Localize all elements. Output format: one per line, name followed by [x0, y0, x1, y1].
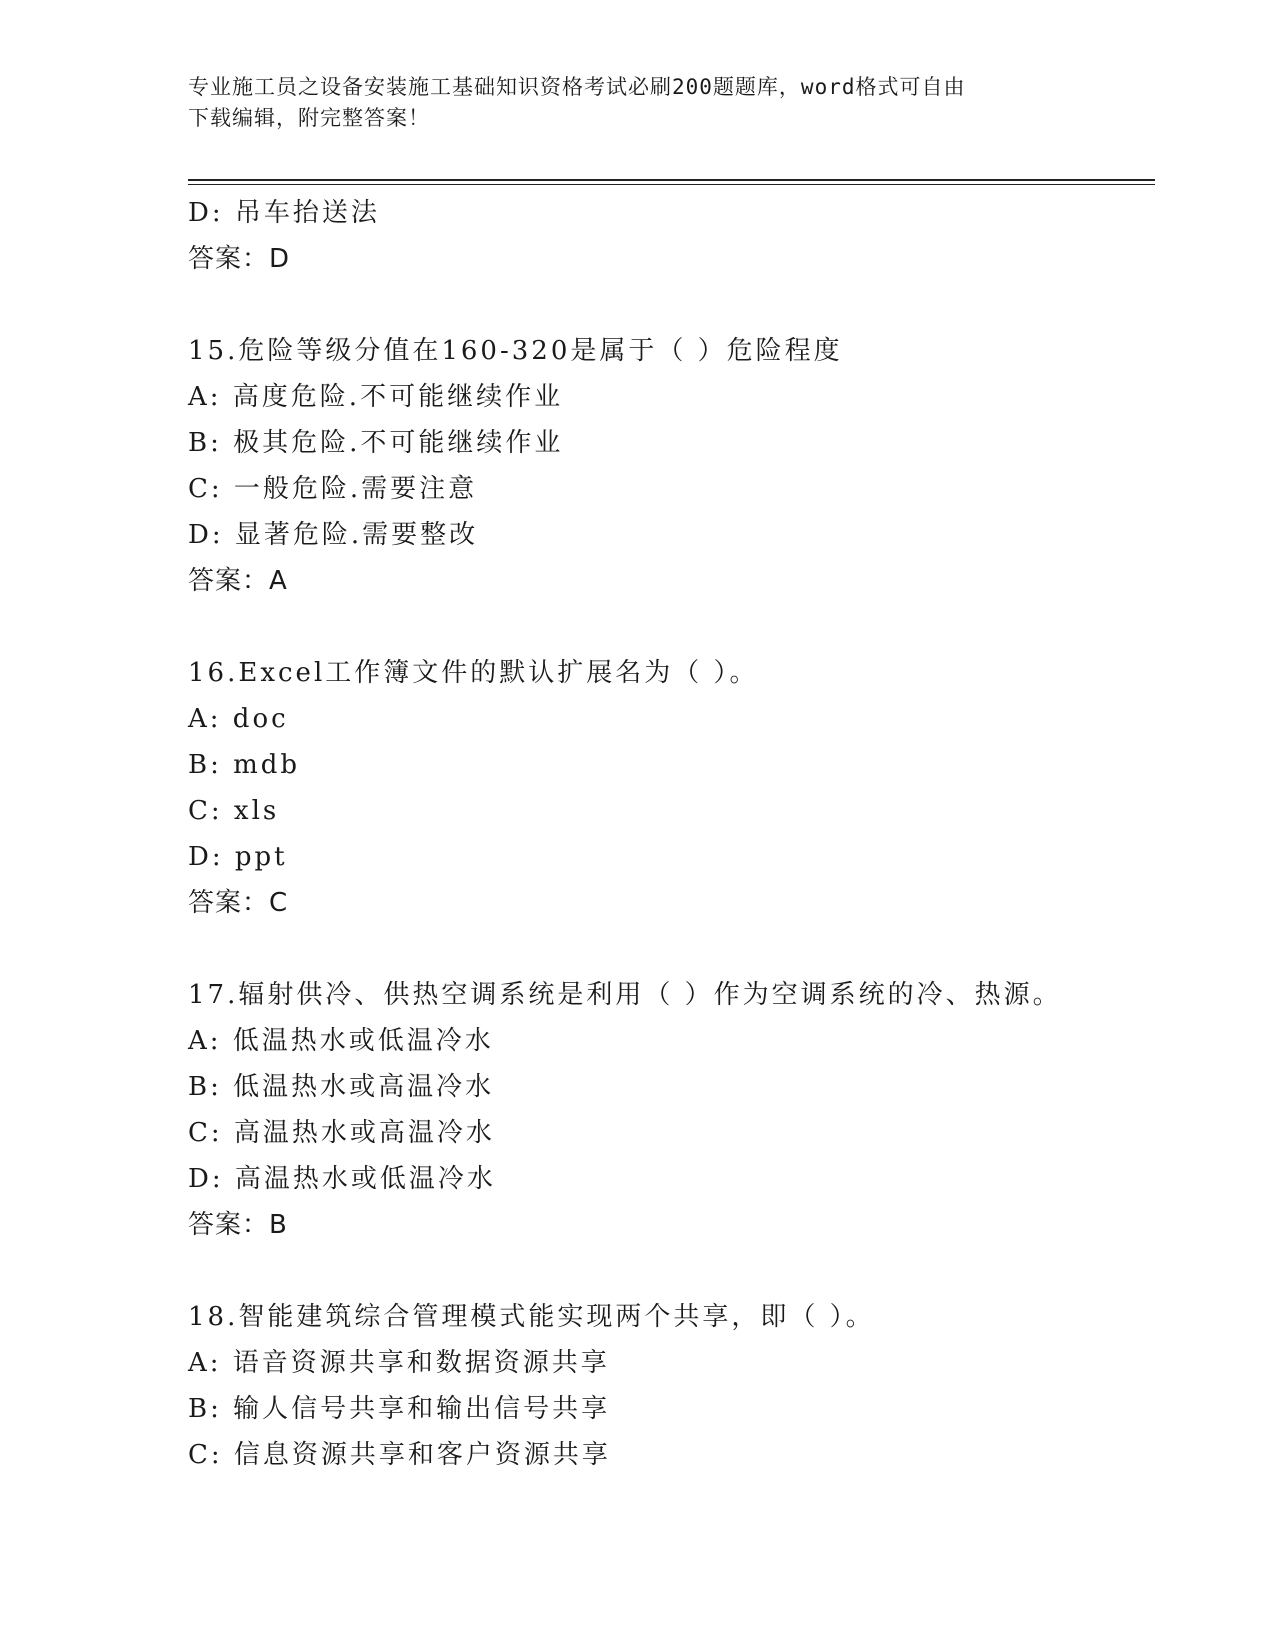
question-18 — [188, 1294, 1155, 1478]
question-stem: 15.危险等级分值在160-320是属于（ ）危险程度 — [188, 336, 843, 366]
header-line-2: 下载编辑，附完整答案！ — [188, 106, 430, 130]
option-d: D: ppt — [188, 842, 288, 872]
option-a: A: 语音资源共享和数据资源共享 — [188, 1348, 610, 1378]
answer: 答案：B — [188, 1210, 288, 1240]
spacer — [188, 926, 1155, 972]
header-line-1: 专业施工员之设备安装施工基础知识资格考试必刷200题题库，word格式可自由 — [188, 75, 966, 99]
option-a: A: 高度危险.不可能继续作业 — [188, 382, 564, 412]
spacer — [188, 604, 1155, 650]
option-b: B: 输人信号共享和输出信号共享 — [188, 1394, 611, 1424]
question-stem: 18.智能建筑综合管理模式能实现两个共享，即（ ）。 — [188, 1302, 875, 1332]
option-c: C: 高温热水或高温冷水 — [188, 1118, 495, 1148]
option-c: C: 信息资源共享和客户资源共享 — [188, 1440, 611, 1470]
question-stem: 16.Excel工作簿文件的默认扩展名为（ ）。 — [188, 658, 759, 688]
option-c: C: xls — [188, 796, 280, 826]
question-list — [188, 190, 1155, 1478]
header-divider — [188, 179, 1155, 181]
header-divider-thin — [188, 184, 1155, 185]
option-b: B: 低温热水或高温冷水 — [188, 1072, 495, 1102]
option-a: A: 低温热水或低温冷水 — [188, 1026, 494, 1056]
option-d: D: 高温热水或低温冷水 — [188, 1164, 496, 1194]
option-d: D: 显著危险.需要整改 — [188, 520, 479, 550]
question-17 — [188, 972, 1155, 1248]
page-header — [188, 72, 1068, 134]
option-c: C: 一般危险.需要注意 — [188, 474, 478, 504]
question-stem: 17.辐射供冷、供热空调系统是利用（ ）作为空调系统的冷、热源。 — [188, 980, 1062, 1010]
question-15 — [188, 328, 1155, 604]
question-14-answer: 答案：D — [188, 244, 291, 274]
question-16 — [188, 650, 1155, 926]
question-14-option-d: D: 吊车抬送法 — [188, 198, 380, 228]
option-a: A: doc — [188, 704, 289, 734]
spacer — [188, 282, 1155, 328]
option-b: B: 极其危险.不可能继续作业 — [188, 428, 564, 458]
spacer — [188, 1248, 1155, 1294]
answer: 答案：A — [188, 566, 288, 596]
option-b: B: mdb — [188, 750, 301, 780]
answer: 答案：C — [188, 888, 289, 918]
